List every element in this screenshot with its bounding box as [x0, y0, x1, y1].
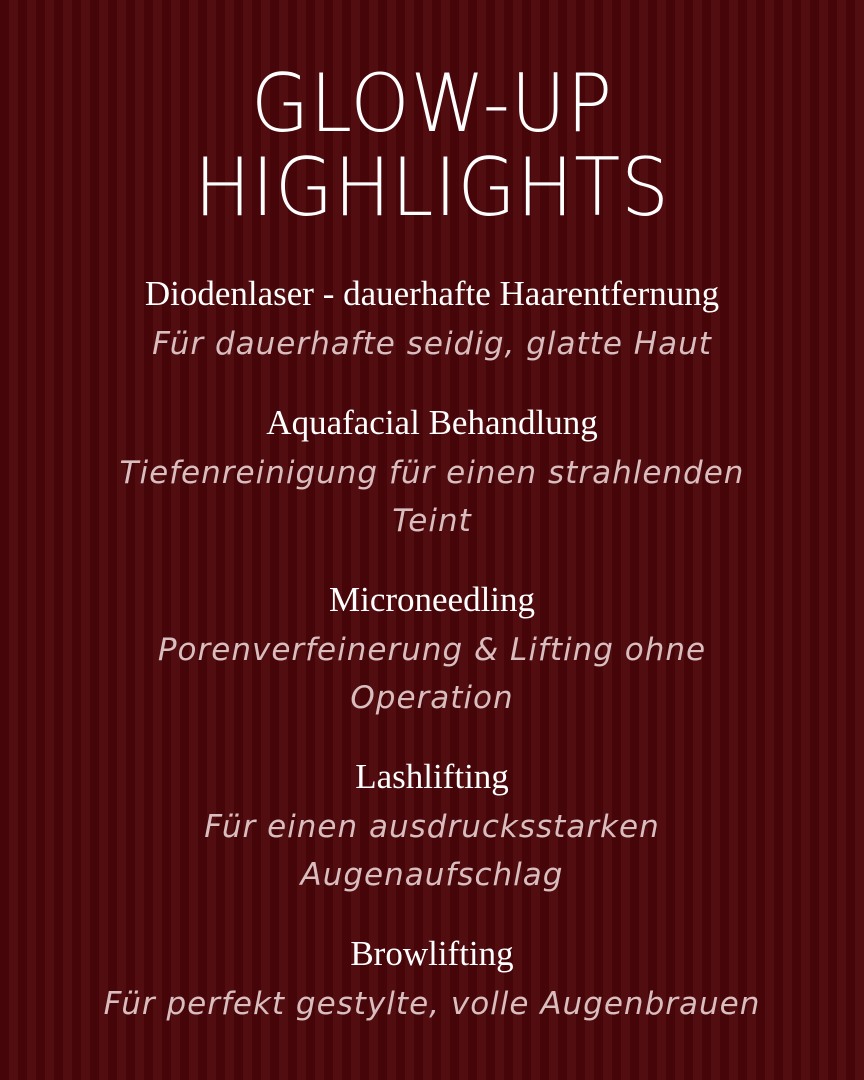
treatment-item-aquafacial [0, 401, 864, 545]
treatment-item-microneedling [0, 578, 864, 722]
title-line-1: GLOW-UP [250, 57, 614, 150]
treatment-item-diodenlaser [0, 272, 864, 368]
treatment-item-lashlifting [0, 755, 864, 899]
treatment-name: Lashlifting [355, 757, 509, 796]
treatment-name: Browlifting [350, 934, 514, 973]
treatment-description: Für einen ausdrucksstarken Augenaufschlag [204, 809, 660, 893]
treatment-item-browlifting [0, 932, 864, 1028]
treatment-description: Für perfekt gestylte, volle Augenbrauen [103, 986, 761, 1022]
treatment-description: Für dauerhafte seidig, glatte Haut [152, 326, 712, 362]
treatment-description: Porenverfeinerung & Lifting ohne Operation [157, 632, 707, 716]
page-title [26, 57, 838, 234]
treatment-name: Microneedling [328, 580, 536, 619]
treatment-name: Aquafacial Behandlung [266, 403, 598, 442]
treatment-name: Diodenlaser - dauerhafte Haarentfernung [144, 274, 720, 313]
treatment-list [0, 272, 864, 1061]
treatment-description: Tiefenreinigung für einen strahlenden Teint [119, 455, 745, 539]
title-line-2: HIGHLIGHTS [194, 141, 670, 234]
